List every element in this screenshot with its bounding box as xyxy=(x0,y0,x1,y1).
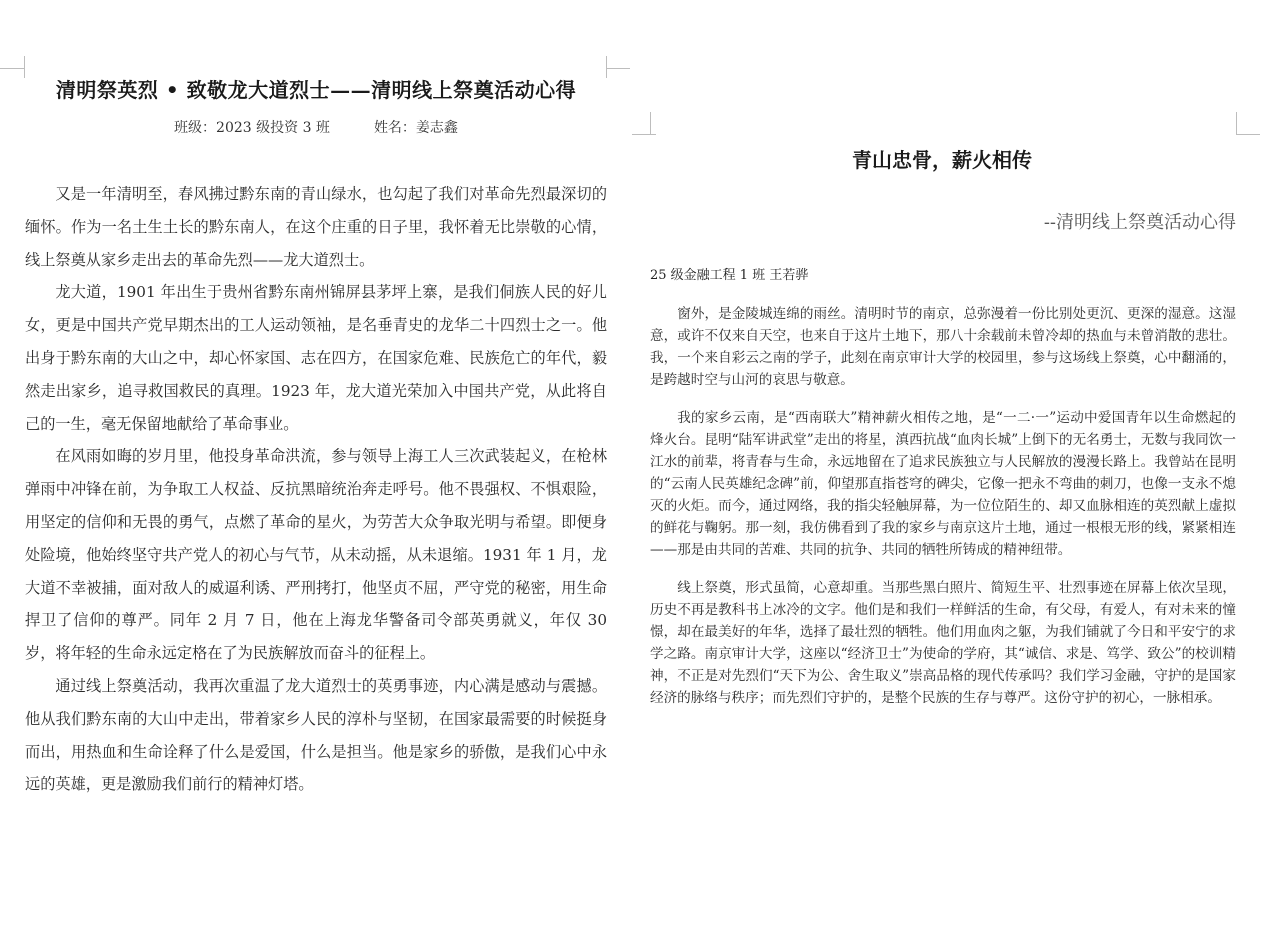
right-doc-title: 青山忠骨，薪火相传 xyxy=(852,148,1032,172)
right-doc-body xyxy=(650,303,1236,725)
left-doc-meta xyxy=(24,117,608,137)
right-doc-subtitle: --清明线上祭奠活动心得 xyxy=(1043,212,1236,233)
paragraph: 又是一年清明至，春风拂过黔东南的青山绿水，也勾起了我们对革命先烈最深切的缅怀。作为一名土生土长的黔东南人，在这个庄重的日子里，我怀着无比崇敬的心情，线上祭奠从家乡走出去的革命先烈——龙大道烈士。 xyxy=(25,185,607,269)
name-label: 姓名：姜志鑫 xyxy=(373,120,458,136)
paragraph: 我的家乡云南，是“西南联大”精神薪火相传之地，是“一二·一”运动中爱国青年以生命燃起的烽火台。昆明“陆军讲武堂”走出的将星，滇西抗战“血肉长城”上倒下的无名勇士，无数与我同饮一江水的前辈，将青春与生命，永远地留在了追求民族独立与人民解放的漫漫长路上。我曾站在昆明的“云南人民英雄纪念碑”前，仰望那直指苍穹的碑尖，它像一把永不弯曲的刺刀，也像一支永不熄灭的火炬。而今，通过网络，我的指尖轻触屏幕，为一位位陌生的、却又血脉相连的英烈献上虚拟的鲜花与鞠躬。那一刻，我仿佛看到了我的家乡与南京这片土地，通过一根根无形的线，紧紧相连——那是由共同的苦难、共同的抗争、共同的牺牲所铸成的精神纽带。 xyxy=(650,410,1236,558)
left-doc-title: 清明祭英烈 • 致敬龙大道烈士——清明线上祭奠活动心得 xyxy=(55,78,577,102)
left-doc-body xyxy=(25,178,607,801)
crop-mark xyxy=(632,122,656,135)
paragraph: 线上祭奠，形式虽简，心意却重。当那些黑白照片、简短生平、壮烈事迹在屏幕上依次呈现，历史不再是教科书上冰冷的文字。他们是和我们一样鲜活的生命，有父母，有爱人，有对未来的憧憬，却在最美好的年华，选择了最壮烈的牺牲。他们用血肉之躯，为我们铺就了今日和平安宁的求学之路。南京审计大学，这座以“经济卫士”为使命的学府，其“诚信、求是、笃学、致公”的校训精神，不正是对先烈们“天下为公、舍生取义”崇高品格的现代传承吗？我们学习金融，守护的是国家经济的脉络与秩序；而先烈们守护的，是整个民族的生存与尊严。这份守护的初心，一脉相承。 xyxy=(650,580,1236,706)
crop-mark xyxy=(0,56,24,69)
paragraph: 通过线上祭奠活动，我再次重温了龙大道烈士的英勇事迹，内心满是感动与震撼。他从我们黔东南的大山中走出，带着家乡人民的淳朴与坚韧，在国家最需要的时候挺身而出，用热血和生命诠释了什么是爱国，什么是担当。他是家乡的骄傲，是我们心中永远的英雄，更是激励我们前行的精神灯塔。 xyxy=(25,676,607,794)
right-doc-author: 25 级金融工程 1 班 王若骅 xyxy=(650,268,809,283)
class-label: 班级：2023 级投资 3 班 xyxy=(174,120,330,136)
paragraph: 龙大道，1901 年出生于贵州省黔东南州锦屏县茅坪上寨，是我们侗族人民的好儿女，更是中国共产党早期杰出的工人运动领袖，是名垂青史的龙华二十四烈士之一。他出身于黔东南的大山之中，却心怀家国、志在四方，在国家危难、民族危亡的年代，毅然走出家乡，追寻救国救民的真理。1923 年，龙大道光荣加入中国共产党，从此将自己的一生，毫无保留地献给了革命事业。 xyxy=(25,283,607,433)
crop-mark xyxy=(1236,122,1260,135)
paragraph: 在风雨如晦的岁月里，他投身革命洪流，参与领导上海工人三次武装起义，在枪林弹雨中冲锋在前，为争取工人权益、反抗黑暗统治奔走呼号。他不畏强权、不惧艰险，用坚定的信仰和无畏的勇气，点燃了革命的星火，为劳苦大众争取光明与希望。即便身处险境，他始终坚守共产党人的初心与气节，从未动摇，从未退缩。1931 年 1 月，龙大道不幸被捕，面对敌人的威逼利诱、严刑拷打，他坚贞不屈，严守党的秘密，用生命捍卫了信仰的尊严。同年 2 月 7 日，他在上海龙华警备司令部英勇就义，年仅 30 岁，将年轻的生命永远定格在了为民族解放而奋斗的征程上。 xyxy=(25,447,607,663)
crop-mark xyxy=(606,56,630,69)
paragraph: 窗外，是金陵城连绵的雨丝。清明时节的南京，总弥漫着一份比别处更沉、更深的湿意。这湿意，或许不仅来自天空，也来自于这片土地下，那八十余载前未曾冷却的热血与未曾消散的悲壮。我，一个来自彩云之南的学子，此刻在南京审计大学的校园里，参与这场线上祭奠，心中翻涌的，是跨越时空与山河的哀思与敬意。 xyxy=(650,306,1236,388)
